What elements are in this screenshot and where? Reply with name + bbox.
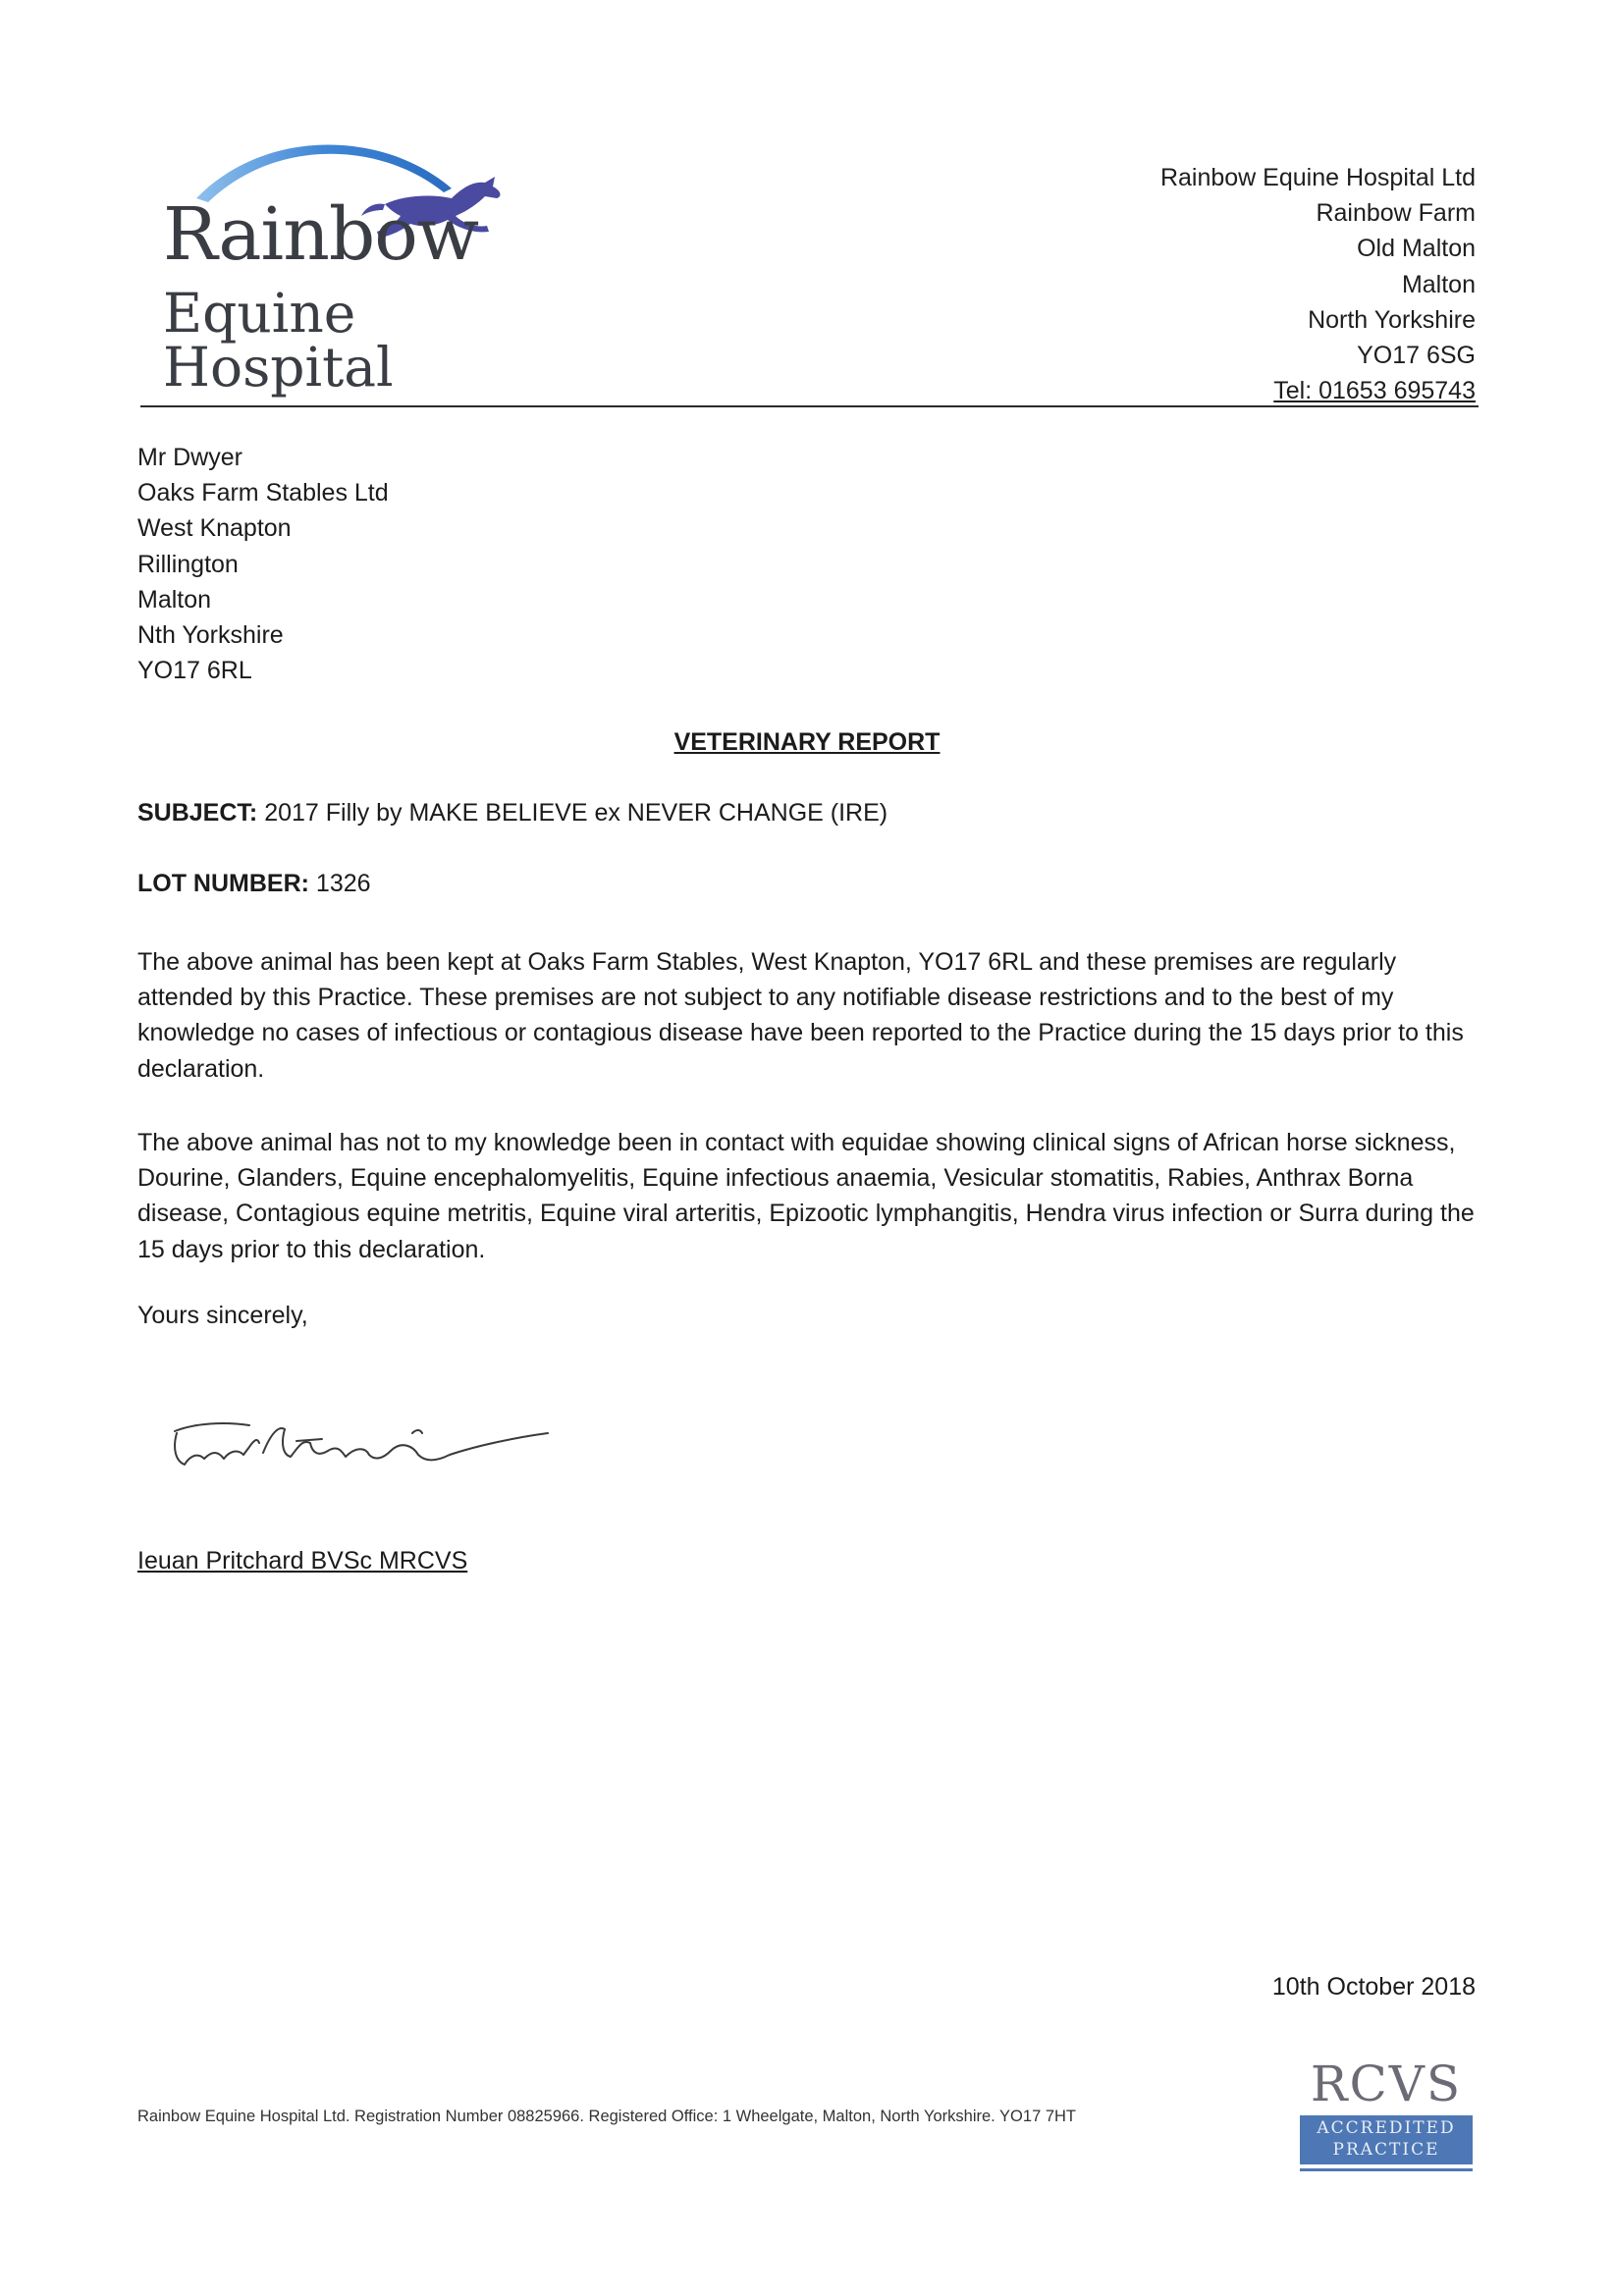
report-title: VETERINARY REPORT <box>673 728 941 756</box>
sender-line: Rainbow Equine Hospital Ltd <box>1159 164 1476 191</box>
sender-line: Old Malton <box>1357 235 1476 263</box>
badge-underline <box>1300 2168 1473 2171</box>
premises-paragraph: The above animal has been kept at Oaks Farm Stables, West Knapton, YO17 6RL and these premises are regularly attended by this Practice. These premises are not subject to any notifiable disease restrictions and to the best of my knowledge no cases of infectious or contagious disease have been reported to the Practice during the 15 days prior to this declaration. <box>137 948 1464 1083</box>
recipient-line: YO17 6RL <box>137 657 252 685</box>
letter-date: 10th October 2018 <box>1271 1973 1476 2001</box>
recipient-line: Oaks Farm Stables Ltd <box>137 479 389 507</box>
subject-line <box>137 799 888 828</box>
sender-telephone: Tel: 01653 695743 <box>1273 377 1476 405</box>
contact-paragraph: The above animal has not to my knowledge been in contact with equidae showing clinical signs of African horse sickness, Dourine, Glanders, Equine encephalomyelitis, Equine infectious anaemia, Vesicular stomatitis, Rabies, Anthrax Borna disease, Contagious equine metritis, Equine viral arteritis, Epizootic lymphangitis, Hendra virus infection or Surra during the 15 days prior to this declaration. <box>137 1129 1475 1263</box>
logo-name: Rainbow <box>163 192 479 277</box>
sender-line: North Yorkshire <box>1308 305 1476 334</box>
recipient-address <box>137 440 389 688</box>
closing: Yours sincerely, <box>137 1302 308 1329</box>
subject-label: SUBJECT: <box>137 799 258 827</box>
hospital-logo <box>157 137 569 399</box>
sender-address <box>1160 160 1476 408</box>
recipient-line: Mr Dwyer <box>137 444 242 471</box>
signatory-name: Ieuan Pritchard BVSc MRCVS <box>137 1547 468 1575</box>
accredited-practice-band <box>1300 2115 1473 2164</box>
badge-line-1: ACCREDITED <box>1317 2118 1456 2138</box>
subject-value: 2017 Filly by MAKE BELIEVE ex NEVER CHANGE (IRE) <box>257 799 888 827</box>
sender-line: Malton <box>1401 270 1476 298</box>
footer-registration: Rainbow Equine Hospital Ltd. Registration Number 08825966. Registered Office: 1 Wheelgate, Malton, North Yorkshire. YO17 7HT <box>137 2108 1077 2125</box>
logo-subtitle: Equine Hospital <box>163 282 394 399</box>
lot-number-value: 1326 <box>308 870 371 897</box>
lot-number-line <box>137 870 371 898</box>
sender-line: Rainbow Farm <box>1316 199 1476 228</box>
lot-number-label: LOT NUMBER: <box>137 870 309 897</box>
header-divider <box>140 405 1479 407</box>
recipient-line: West Knapton <box>137 514 292 543</box>
sender-line: YO17 6SG <box>1357 342 1476 370</box>
badge-line-2: PRACTICE <box>1332 2140 1440 2160</box>
rcvs-accreditation-badge <box>1296 2056 1477 2174</box>
recipient-line: Nth Yorkshire <box>137 621 284 650</box>
rcvs-logo-text: RCVS <box>1310 2056 1463 2112</box>
recipient-line: Rillington <box>137 550 239 578</box>
recipient-line: Malton <box>137 585 212 614</box>
handwritten-signature <box>155 1404 577 1497</box>
